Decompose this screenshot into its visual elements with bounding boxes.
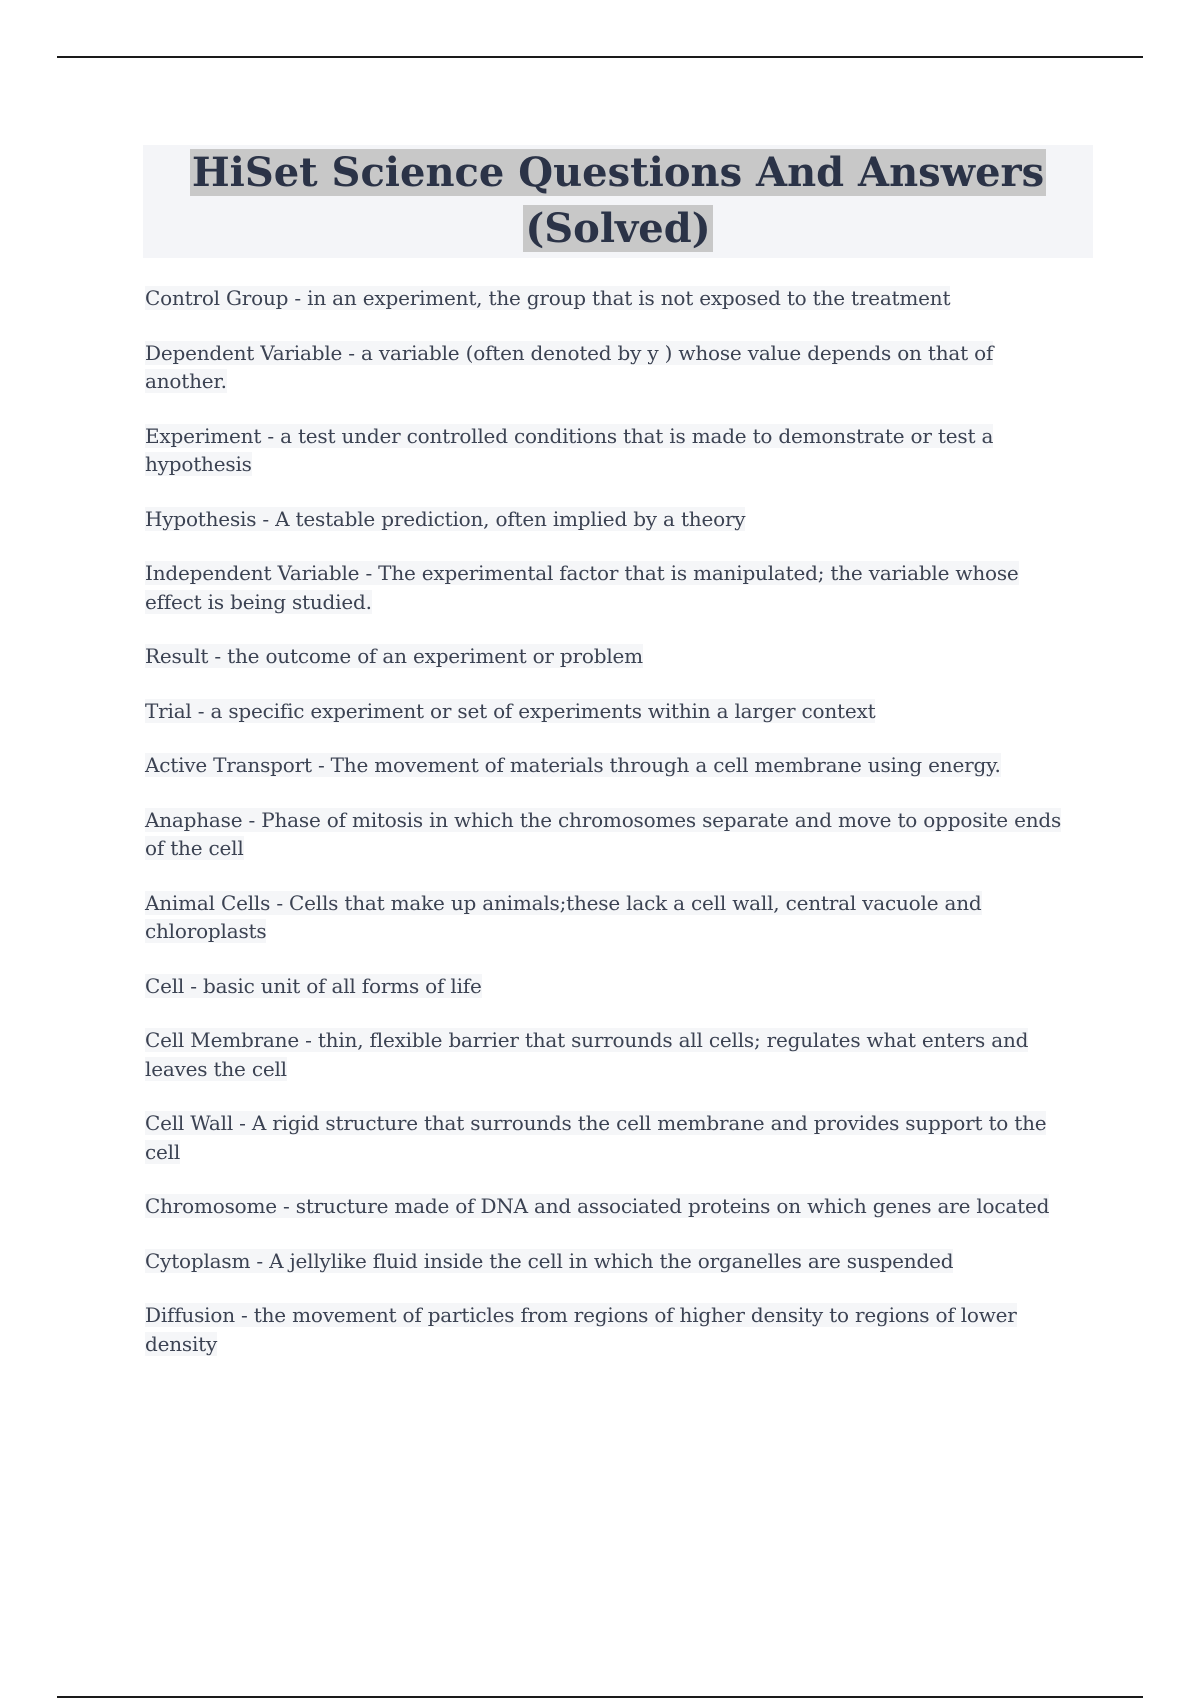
definition-entry: Cytoplasm - A jellylike fluid inside the cell in which the organelles are suspended [145,1248,954,1273]
definition-entry: Hypothesis - A testable prediction, often implied by a theory [145,506,746,531]
definition-entry: Animal Cells - Cells that make up animals;these lack a cell wall, central vacuole and chloroplasts [145,890,982,943]
title-block [143,145,1093,258]
definition-entry: Cell - basic unit of all forms of life [145,973,482,998]
definition-entry: Cell Membrane - thin, flexible barrier that surrounds all cells; regulates what enters and leaves the cell [145,1028,1029,1081]
definition-entry: Trial - a specific experiment or set of experiments within a larger context [145,698,876,723]
definition-entry: Cell Wall - A rigid structure that surrounds the cell membrane and provides support to the cell [145,1111,1047,1164]
definition-entry: Dependent Variable - a variable (often denoted by y ) whose value depends on that of another. [145,340,994,393]
definition-list [145,284,1075,1384]
definition-entry: Control Group - in an experiment, the group that is not exposed to the treatment [145,286,951,310]
definition-entry: Active Transport - The movement of materials through a cell membrane using energy. [145,753,1001,777]
definition-entry: Experiment - a test under controlled conditions that is made to demonstrate or test a hypothesis [145,423,994,476]
page-title-line-1: HiSet Science Questions And Answers [191,149,1045,196]
top-rule [57,56,1143,58]
page-title-line-2: (Solved) [525,205,711,252]
bottom-rule [57,1696,1143,1698]
definition-entry: Result - the outcome of an experiment or problem [145,644,643,668]
definition-entry: Diffusion - the movement of particles from regions of higher density to regions of lower density [145,1303,1017,1356]
definition-entry: Independent Variable - The experimental factor that is manipulated; the variable whose effect is being studied. [145,561,1019,614]
definition-entry: Anaphase - Phase of mitosis in which the chromosomes separate and move to opposite ends of the cell [145,807,1062,860]
definition-entry: Chromosome - structure made of DNA and associated proteins on which genes are located [145,1194,1050,1218]
